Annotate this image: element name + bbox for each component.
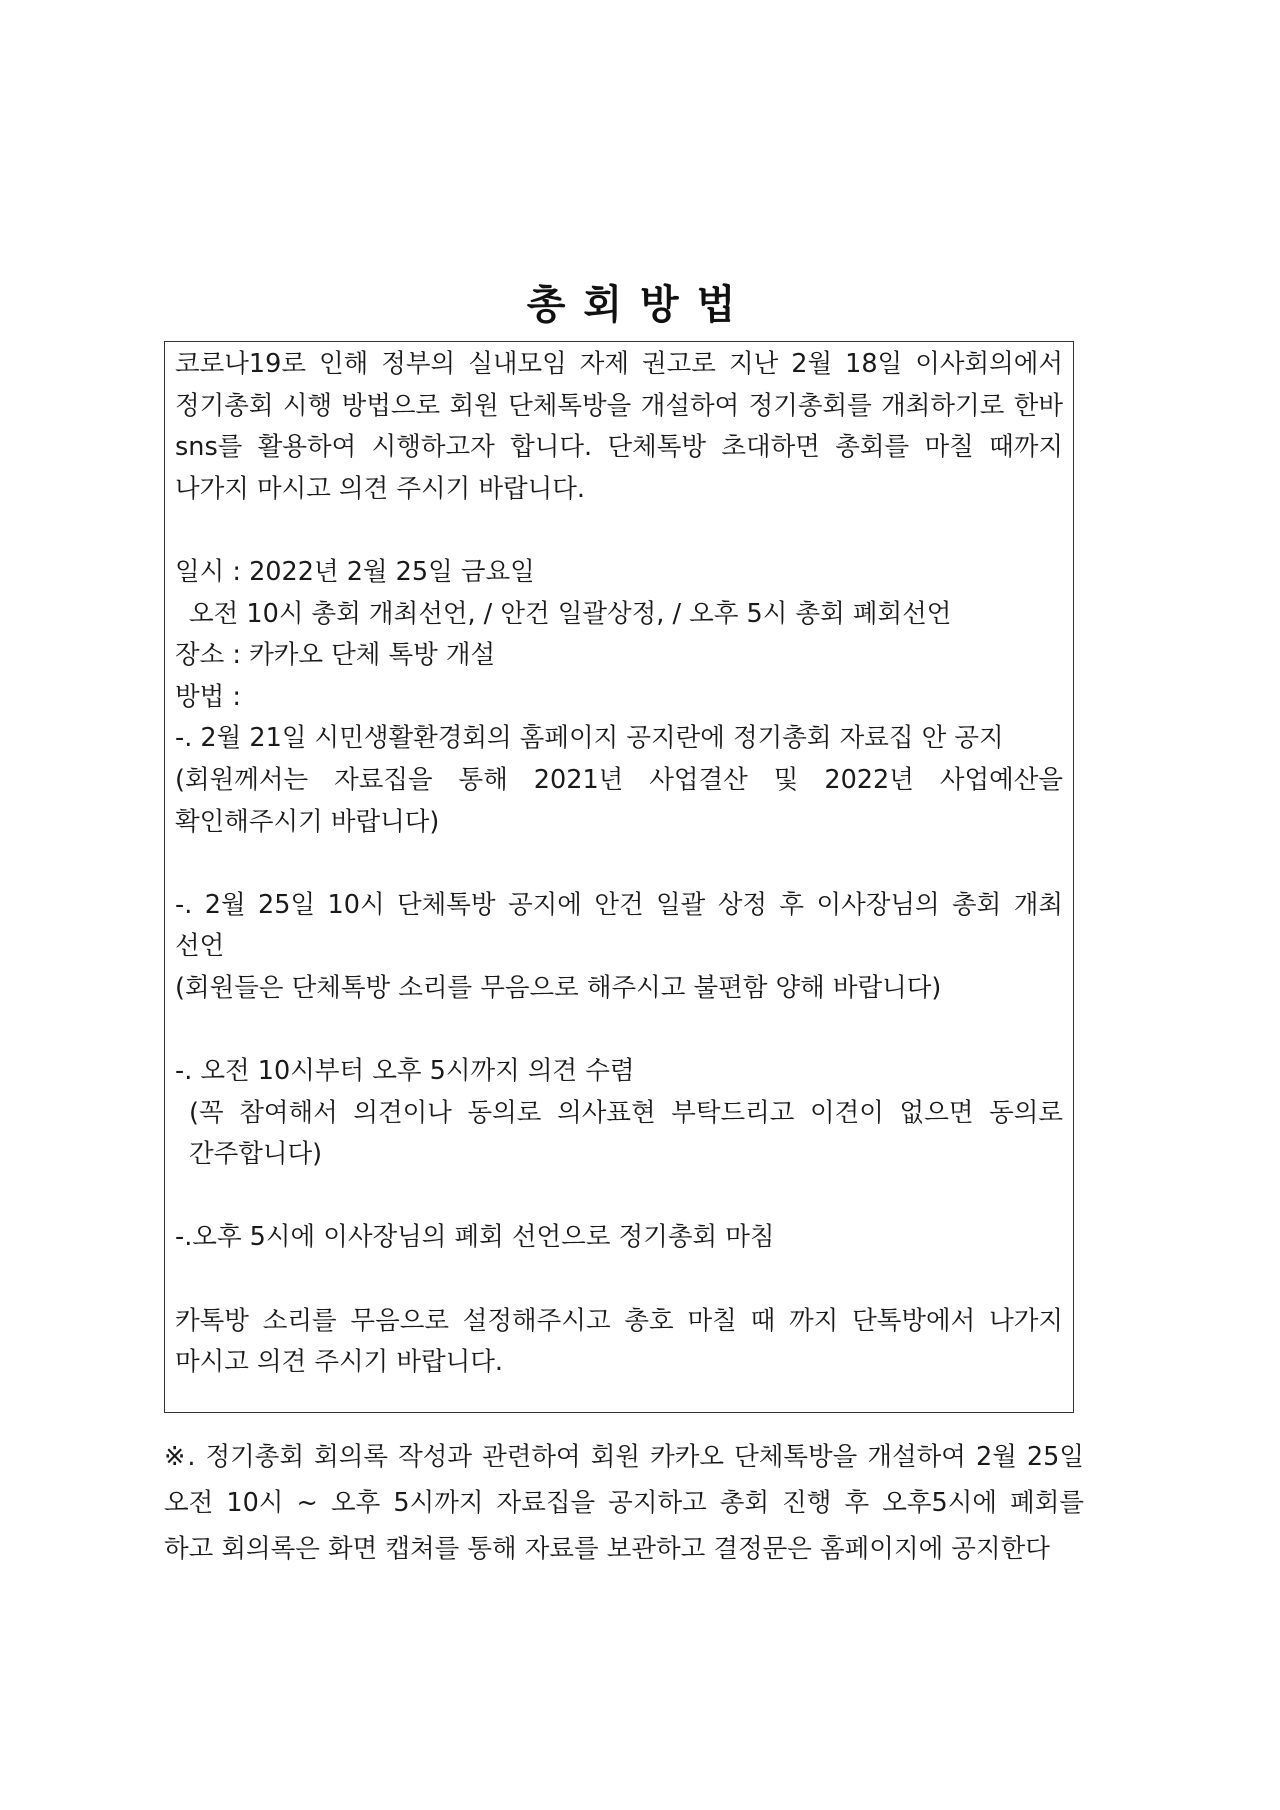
schedule-line: 오전 10시 총회 개최선언, / 안건 일괄상정, / 오후 5시 총회 폐회선언 — [189, 598, 952, 629]
date-line: 일시 : 2022년 2월 25일 금요일 — [175, 556, 535, 587]
method-step-3-note: (꼭 참여해서 의견이나 동의로 의사표현 부탁드리고 이견이 없으면 동의로 간주합니다) — [189, 1097, 1063, 1170]
method-step-1-note: (회원께서는 자료집을 통해 2021년 사업결산 및 2022년 사업예산을 확인해주시기 바랍니다) — [175, 764, 1063, 837]
method-step-2-note: (회원들은 단체톡방 소리를 무음으로 해주시고 불편함 양해 바랍니다) — [175, 972, 942, 1003]
intro-paragraph: 코로나19로 인해 정부의 실내모임 자제 권고로 지난 2월 18일 이사회의에서 정기총회 시행 방법으로 회원 단체톡방을 개설하여 정기총회를 개최하기로 한바 sns를 활용하여 시행하고자 합니다. 단체톡방 초대하면 총회를 마칠 때까지 나가지 마시고 의견 주시기 바랍니다. — [175, 349, 1063, 504]
spacer — [175, 1010, 1063, 1052]
spacer — [175, 1259, 1063, 1301]
method-step-1: -. 2월 21일 시민생활환경회의 홈페이지 공지란에 정기총회 자료집 안 공지 — [175, 723, 1004, 754]
method-heading: 방법 : — [175, 681, 241, 712]
place-line: 장소 : 카카오 단체 톡방 개설 — [175, 640, 496, 671]
spacer — [175, 1176, 1063, 1218]
spacer — [175, 843, 1063, 885]
notice-box — [164, 341, 1074, 1413]
spacer — [175, 510, 1063, 552]
page-title: 총회방법 — [526, 281, 754, 328]
method-step-2: -. 2월 25일 10시 단체톡방 공지에 안건 일괄 상정 후 이사장님의 총회 개최 선언 — [175, 889, 1063, 962]
method-step-4: -.오후 5시에 이사장님의 폐회 선언으로 정기총회 마침 — [175, 1222, 775, 1253]
footnote: ※. 정기총회 회의록 작성과 관련하여 회원 카카오 단체톡방을 개설하여 2월 25일 오전 10시 ~ 오후 5시까지 자료집을 공지하고 총회 진행 후 오후5시에 폐회를 하고 회의록은 화면 캡쳐를 통해 자료를 보관하고 결정문은 홈페이지에 공지한다 — [164, 1442, 1084, 1564]
method-step-3: -. 오전 10시부터 오후 5시까지 의견 수렴 — [175, 1056, 635, 1087]
closing-paragraph: 카톡방 소리를 무음으로 설정해주시고 총호 마칠 때 까지 단톡방에서 나가지 마시고 의견 주시기 바랍니다. — [175, 1305, 1063, 1378]
